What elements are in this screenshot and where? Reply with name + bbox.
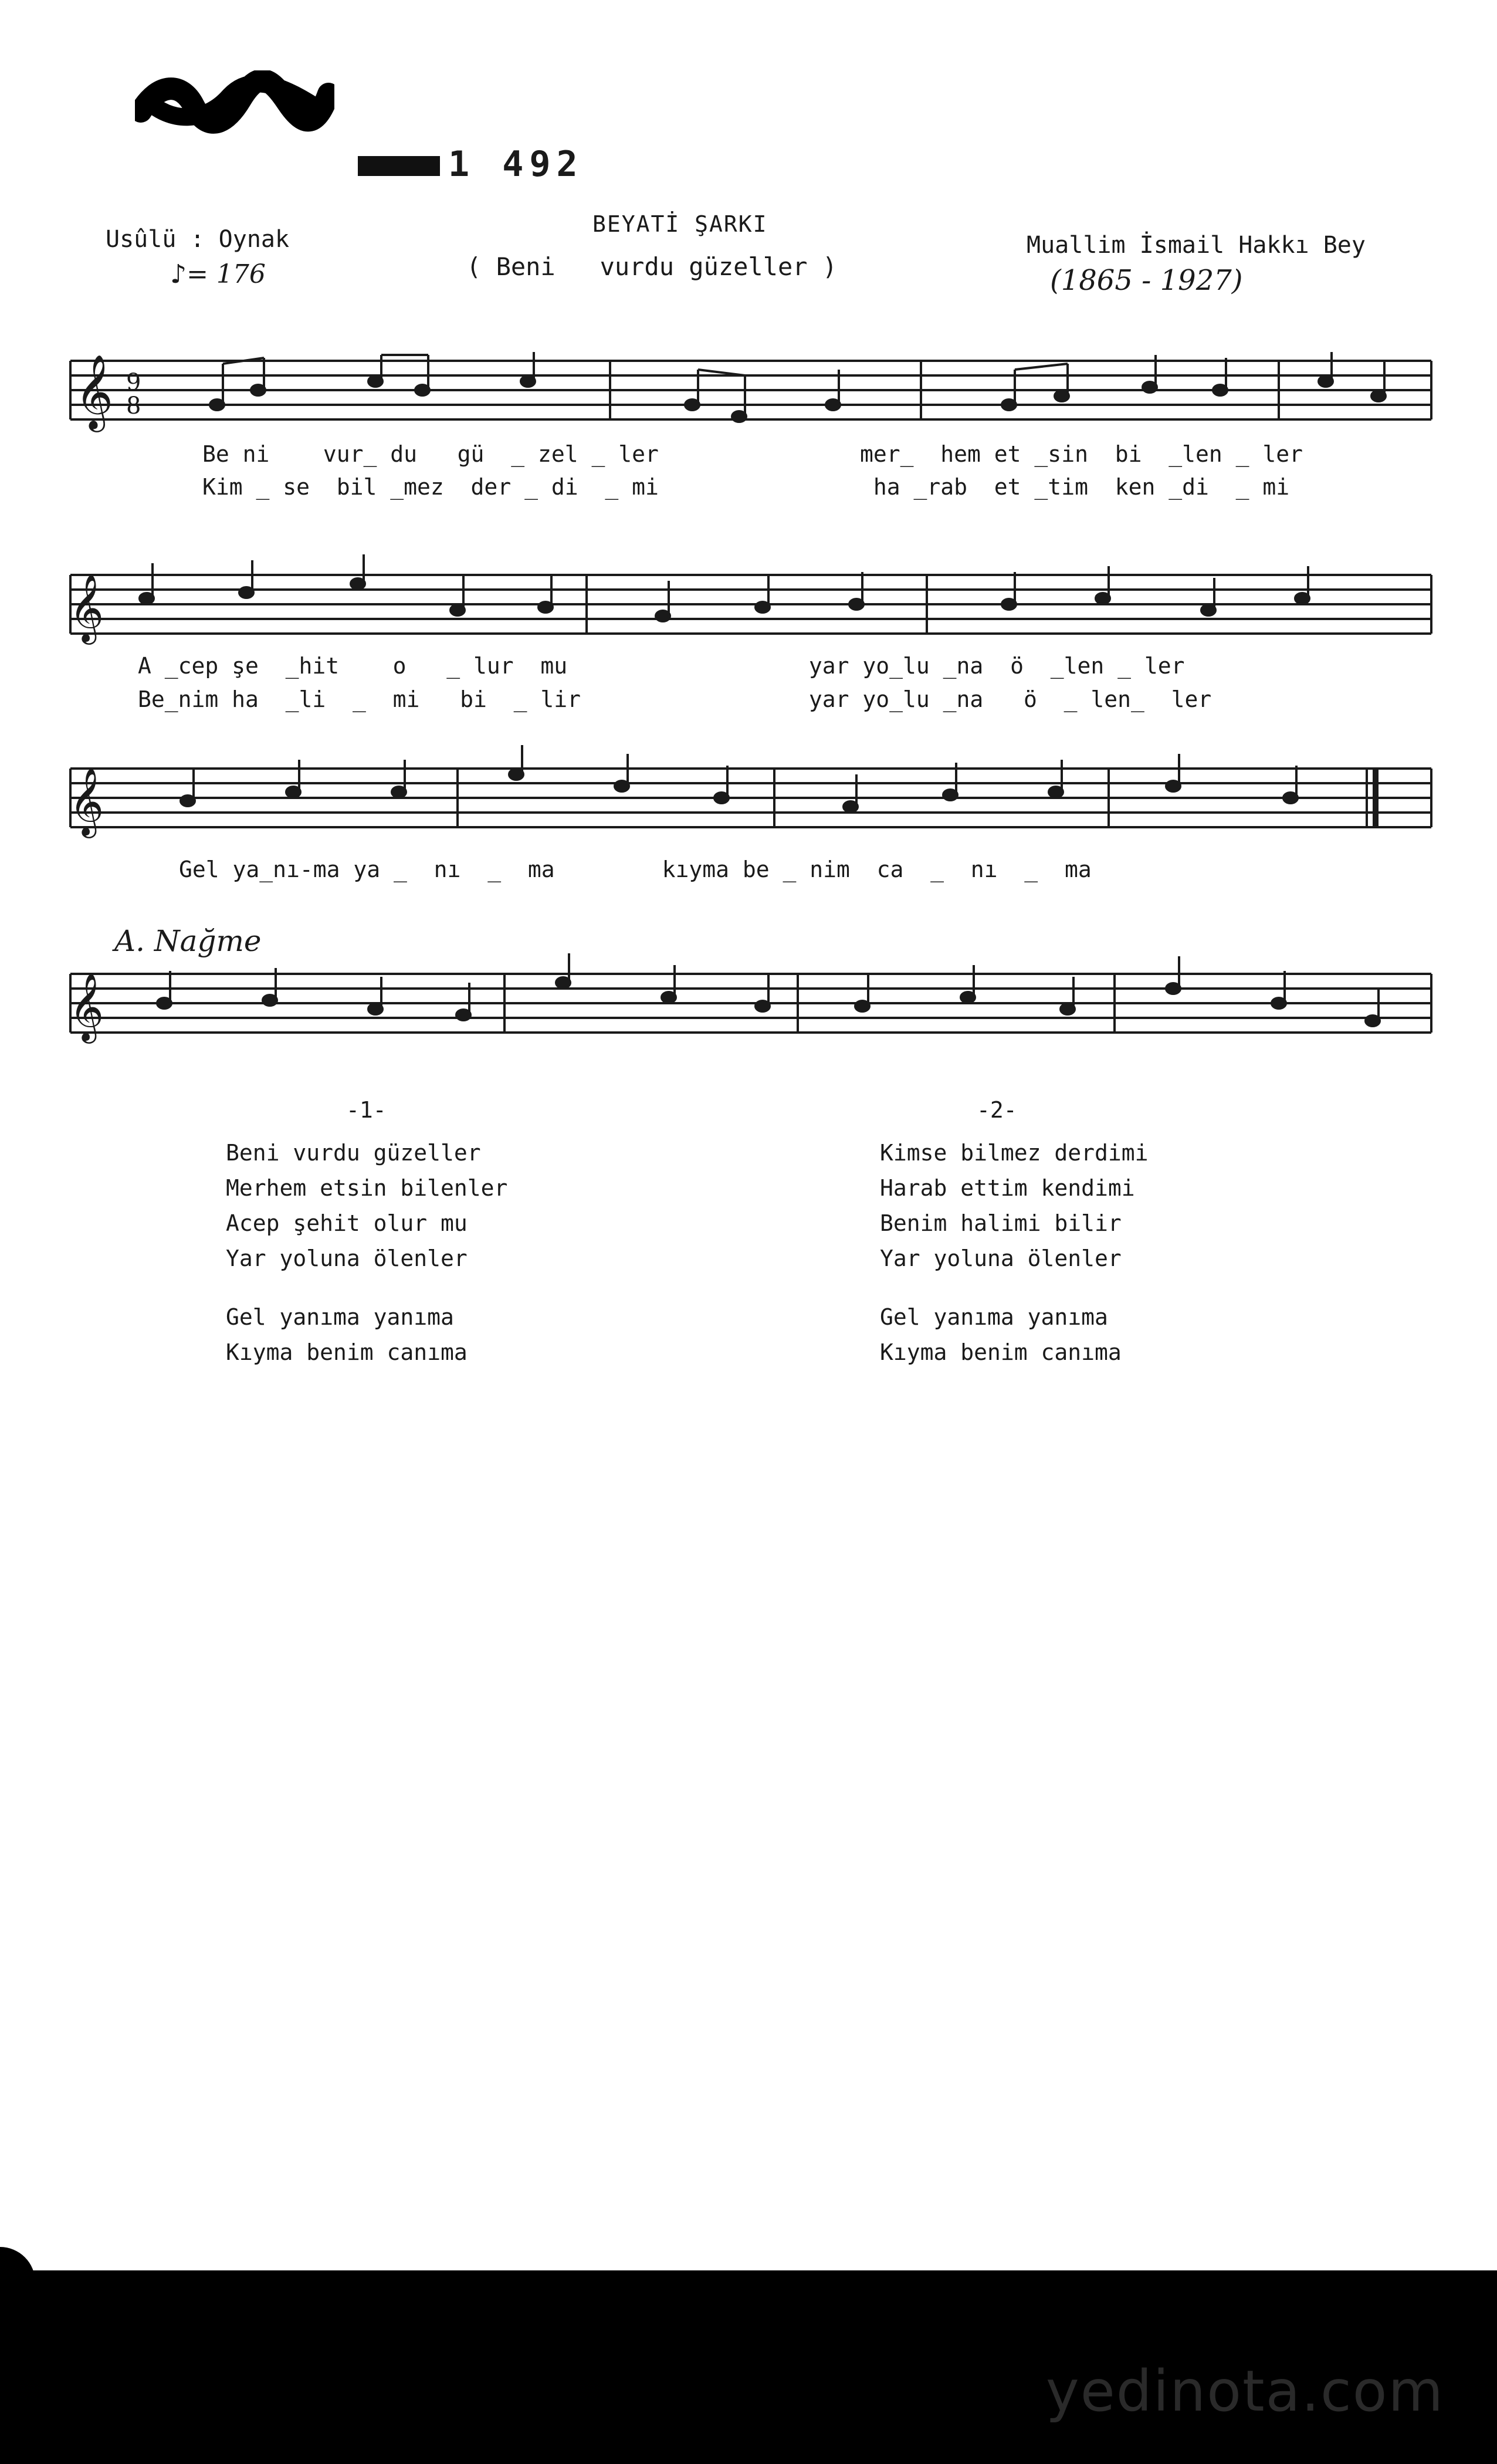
svg-text:𝄞: 𝄞 bbox=[75, 354, 114, 429]
song-title: BEYATİ ŞARKI bbox=[592, 211, 768, 237]
verse-line: Gel yanıma yanıma bbox=[226, 1304, 454, 1330]
svg-text:8: 8 bbox=[126, 392, 141, 419]
svg-text:𝄞: 𝄞 bbox=[69, 573, 104, 642]
verse-line: Acep şehit olur mu bbox=[226, 1210, 468, 1236]
verse-1 bbox=[226, 1135, 507, 1276]
verse-line: Yar yoluna ölenler bbox=[880, 1245, 1122, 1271]
staff-2 bbox=[0, 528, 1497, 663]
composer-name: Muallim İsmail Hakkı Bey bbox=[1027, 232, 1366, 259]
staff-1 bbox=[0, 293, 1497, 463]
staff-3 bbox=[0, 722, 1497, 857]
lyric-line: Be_nim ha _li _ mi bi _ lir yar yo_lu _na ö _ len_ ler bbox=[138, 686, 1212, 712]
verse-line: Harab ettim kendimi bbox=[880, 1175, 1135, 1201]
verse-line: Gel yanıma yanıma bbox=[880, 1304, 1108, 1330]
song-subtitle: ( Beni vurdu güzeller ) bbox=[466, 252, 838, 281]
lyric-line: Gel ya_nı-ma ya _ nı _ ma kıyma be _ nim ca _ nı _ ma bbox=[179, 857, 1092, 882]
redaction-scribble bbox=[135, 70, 334, 135]
verse-line: Beni vurdu güzeller bbox=[226, 1140, 481, 1166]
verse-line: Merhem etsin bilenler bbox=[226, 1175, 508, 1201]
section-label: A. Nağme bbox=[114, 924, 262, 958]
verse-line: Kıyma benim canıma bbox=[880, 1339, 1122, 1365]
verse-line: Kıyma benim canıma bbox=[226, 1339, 468, 1365]
verse-1-refrain bbox=[226, 1299, 468, 1370]
usul-label: Usûlü : Oynak bbox=[106, 226, 290, 253]
verse-number: -2- bbox=[977, 1097, 1017, 1123]
staff-4 bbox=[0, 933, 1497, 1062]
svg-text:𝄞: 𝄞 bbox=[69, 767, 104, 835]
svg-text:9: 9 bbox=[126, 369, 141, 396]
lyric-line: A _cep şe _hit o _ lur mu yar yo_lu _na ö _len _ ler bbox=[138, 653, 1185, 679]
lyric-line: Kim _ se bil _mez der _ di _ mi ha _rab et _tim ken _di _ mi bbox=[202, 474, 1290, 500]
verse-line: Yar yoluna ölenler bbox=[226, 1245, 468, 1271]
svg-text:𝄞: 𝄞 bbox=[69, 972, 104, 1041]
verse-line: Benim halimi bilir bbox=[880, 1210, 1122, 1236]
document-number bbox=[358, 144, 584, 185]
verse-2-refrain bbox=[880, 1299, 1122, 1370]
document-number-text: 1 492 bbox=[448, 144, 584, 185]
watermark: yedinota.com bbox=[1045, 2358, 1444, 2424]
verse-number: -1- bbox=[346, 1097, 387, 1123]
composer-years: (1865 - 1927) bbox=[1050, 264, 1243, 297]
verse-2 bbox=[880, 1135, 1149, 1276]
verse-line: Kimse bilmez derdimi bbox=[880, 1140, 1149, 1166]
tempo-marking: ♪= 176 bbox=[170, 259, 266, 289]
lyric-line: Be ni vur_ du gü _ zel _ ler mer_ hem et _sin bi _len _ ler bbox=[202, 441, 1303, 467]
